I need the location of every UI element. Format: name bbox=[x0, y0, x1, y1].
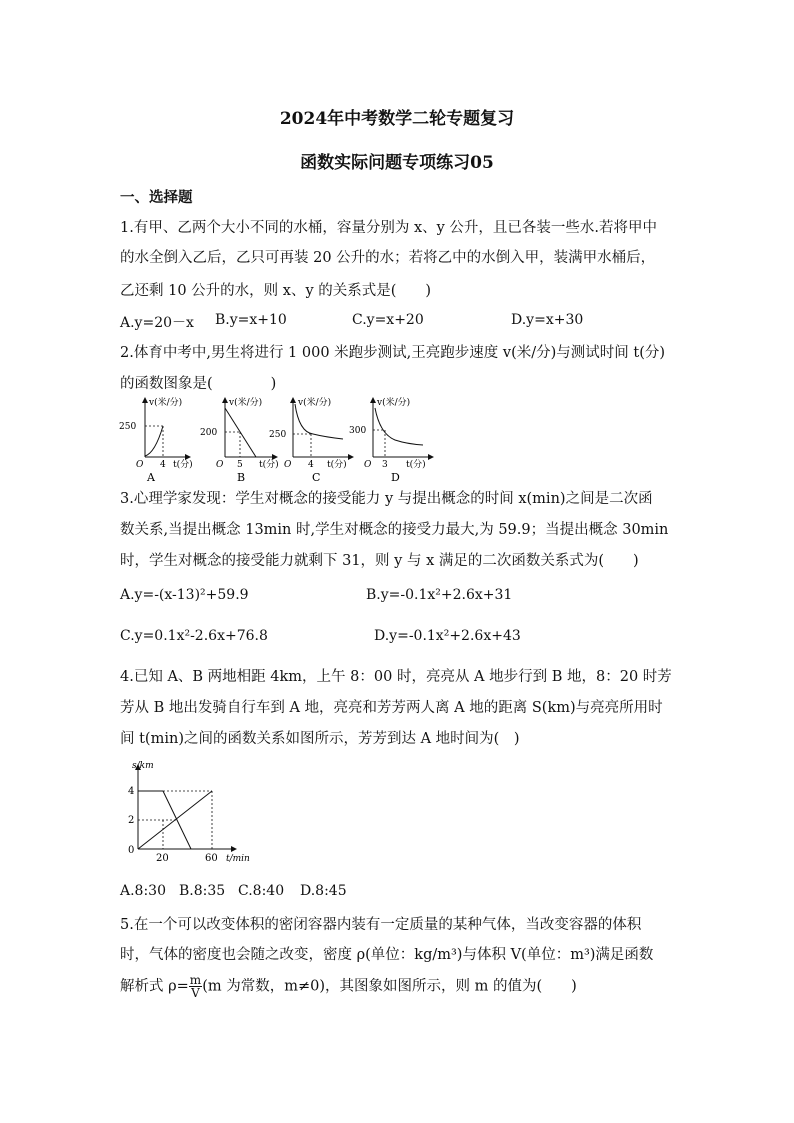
q2-a-xlabel: t(分) bbox=[173, 460, 193, 470]
q3-line-3: 时，学生对概念的接受能力就剩下 31，则 y 与 x 满足的二次函数关系式为( ) bbox=[120, 553, 639, 569]
q2-graph-b bbox=[200, 396, 279, 484]
q5-line-2: 时，气体的密度也会随之改变，密度 ρ(单位：kg/m³)与体积 V(单位：m³)满足函数 bbox=[120, 947, 654, 963]
q2-graph-c bbox=[269, 396, 353, 484]
q2-line-2: 的函数图象是( ) bbox=[120, 376, 277, 392]
q4-ytick-2: 2 bbox=[128, 815, 135, 826]
q2-d-ytick: 300 bbox=[349, 426, 367, 436]
q4-option-d: D.8:45 bbox=[300, 883, 347, 899]
q5-fraction-denominator: V bbox=[191, 986, 200, 1000]
q2-a-letter: A bbox=[147, 471, 155, 484]
q2-a-ylabel: v(米/分) bbox=[149, 398, 183, 408]
document-subtitle: 函数实际问题专项练习05 bbox=[300, 153, 494, 173]
q2-b-xlabel: t(分) bbox=[259, 460, 279, 470]
q1-line-1: 1.有甲、乙两个大小不同的水桶，容量分别为 x、y 公升，且已各装一些水.若将甲中 bbox=[120, 220, 658, 236]
q1-line-2: 的水全倒入乙后，乙只可再装 20 公升的水；若将乙中的水倒入甲，装满甲水桶后， bbox=[120, 250, 656, 266]
q4-option-a: A.8:30 bbox=[120, 883, 166, 899]
q2-a-ytick: 250 bbox=[119, 422, 137, 432]
q2-d-xtick: 3 bbox=[382, 460, 388, 470]
q2-b-ytick: 200 bbox=[200, 428, 218, 438]
q2-d-xlabel: t(分) bbox=[406, 460, 426, 470]
q5-line-3-suffix: (m 为常数，m≠0)，其图象如图所示，则 m 的值为( ) bbox=[202, 978, 577, 995]
q1-option-c: C.y=x+20 bbox=[352, 312, 424, 328]
q2-a-xtick: 4 bbox=[160, 460, 166, 470]
q2-b-letter: B bbox=[237, 471, 246, 484]
q3-line-1: 3.心理学家发现：学生对概念的接受能力 y 与提出概念的时间 x(min)之间是二次函 bbox=[120, 491, 653, 507]
q2-d-ylabel: v(米/分) bbox=[377, 398, 411, 408]
document-title: 2024年中考数学二轮专题复习 bbox=[279, 109, 515, 129]
q5-line-1: 5.在一个可以改变体积的密闭容器内装有一定质量的某种气体，当改变容器的体积 bbox=[120, 917, 642, 933]
q3-option-d: D.y=-0.1x²+2.6x+43 bbox=[374, 628, 521, 644]
q4-line-1: 4.已知 A、B 两地相距 4km，上午 8：00 时，亮亮从 A 地步行到 B 地，8：20 时芳 bbox=[120, 669, 672, 685]
q3-option-b: B.y=-0.1x²+2.6x+31 bbox=[366, 587, 513, 603]
q2-d-origin: O bbox=[364, 460, 372, 470]
q1-option-d: D.y=x+30 bbox=[511, 312, 584, 328]
q1-option-a: A.y=20－x bbox=[120, 315, 194, 331]
q2-c-origin: O bbox=[284, 460, 292, 470]
q2-graphs bbox=[115, 390, 445, 485]
q2-graph-d bbox=[349, 396, 433, 484]
q2-b-ylabel: v(米/分) bbox=[229, 398, 263, 408]
q4-line-2: 芳从 B 地出发骑自行车到 A 地，亮亮和芳芳两人离 A 地的距离 S(km)与亮亮所用时 bbox=[120, 700, 663, 716]
q2-c-xlabel: t(分) bbox=[327, 460, 347, 470]
q2-d-letter: D bbox=[391, 471, 400, 484]
q3-line-2: 数关系,当提出概念 13min 时,学生对概念的接受力最大,为 59.9；当提出概念 30min bbox=[120, 522, 669, 538]
q3-option-a: A.y=-(x-13)²+59.9 bbox=[120, 587, 249, 603]
q2-b-xtick: 5 bbox=[237, 460, 243, 470]
q4-ylabel: s/km bbox=[132, 761, 154, 771]
q4-option-b: B.8:35 bbox=[179, 883, 226, 899]
q2-c-letter: C bbox=[312, 471, 321, 484]
q4-line-3: 间 t(min)之间的函数关系如图所示，芳芳到达 A 地时间为( ) bbox=[120, 731, 520, 747]
q2-b-origin: O bbox=[216, 460, 224, 470]
q2-line-1: 2.体育中考中,男生将进行 1 000 米跑步测试,王亮跑步速度 v(米/分)与测试时间 t(分) bbox=[120, 345, 666, 361]
section-heading: 一、选择题 bbox=[120, 189, 193, 206]
q2-c-ylabel: v(米/分) bbox=[298, 398, 332, 408]
q2-c-ytick: 250 bbox=[269, 430, 287, 440]
q2-graph-a bbox=[119, 396, 193, 484]
q2-c-xtick: 4 bbox=[308, 460, 314, 470]
q5-line-3-prefix: 解析式 ρ= bbox=[120, 978, 189, 995]
q4-origin: 0 bbox=[128, 845, 135, 856]
q1-line-3: 乙还剩 10 公升的水，则 x、y 的关系式是( ) bbox=[120, 283, 432, 299]
q4-ytick-4: 4 bbox=[128, 786, 135, 797]
q4-xlabel: t/min bbox=[226, 854, 250, 864]
q3-option-c: C.y=0.1x²-2.6x+76.8 bbox=[120, 628, 268, 644]
q4-xtick-20: 20 bbox=[156, 853, 169, 864]
q4-xtick-60: 60 bbox=[205, 853, 218, 864]
q5-fraction bbox=[189, 974, 202, 999]
q4-option-c: C.8:40 bbox=[238, 883, 285, 899]
q5-line-3 bbox=[120, 974, 577, 999]
q2-a-origin: O bbox=[136, 460, 144, 470]
q5-fraction-numerator: m bbox=[189, 973, 202, 987]
q4-graph bbox=[118, 755, 268, 867]
q1-option-b: B.y=x+10 bbox=[215, 312, 287, 328]
